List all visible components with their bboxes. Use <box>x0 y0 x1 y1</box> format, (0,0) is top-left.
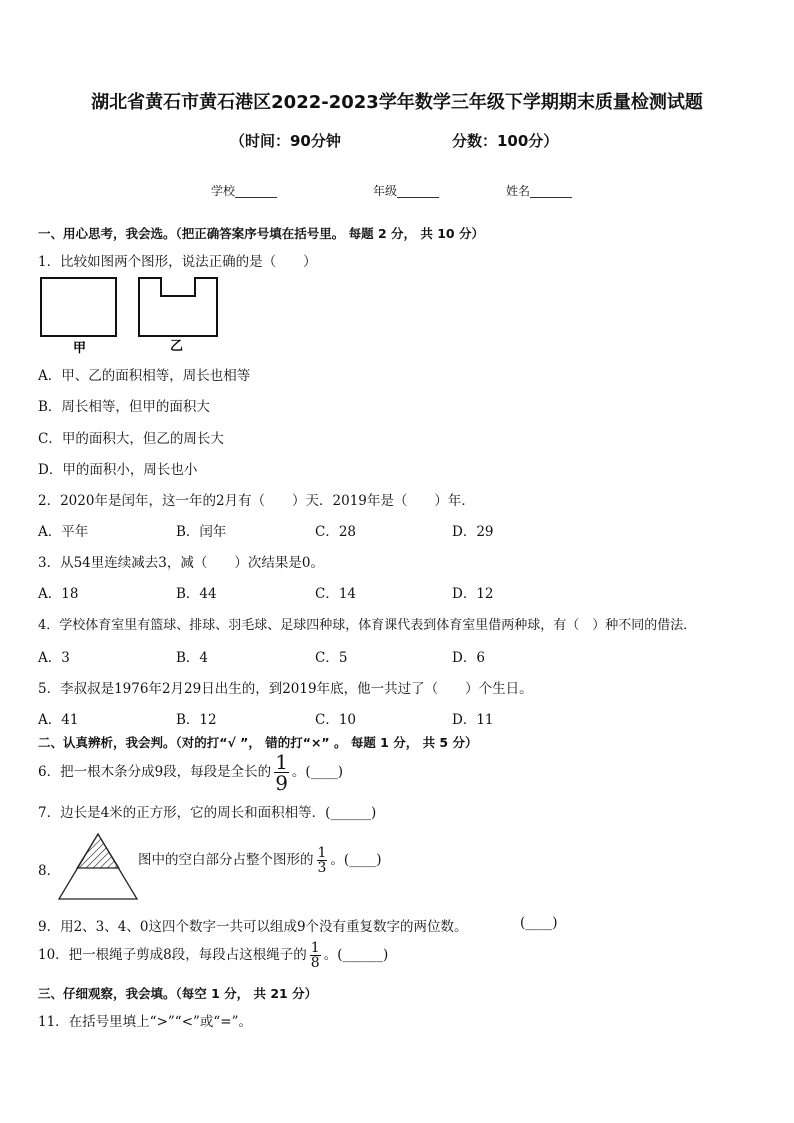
q8-denominator: 3 <box>317 860 327 876</box>
q4-option-d: D．6 <box>452 650 485 666</box>
q6-fraction <box>274 752 289 793</box>
question-4: 4．学校体育室里有篮球、排球、羽毛球、足球四种球，体育课代表到体育室里借两种球，有（ ）种不同的借法． <box>38 618 697 633</box>
question-1: 1．比较如图两个图形，说法正确的是（ ） <box>38 254 317 270</box>
school-field: 学校_______ <box>211 184 278 198</box>
q10-blank: 。(______) <box>323 947 389 963</box>
q1-option-a: A．甲、乙的面积相等，周长也相等 <box>38 368 251 384</box>
question-6 <box>38 752 343 793</box>
q8-numerator: 1 <box>317 845 327 861</box>
q8-blank: 。(____) <box>330 852 382 868</box>
section-1-heading: 一、用心思考，我会选。（把正确答案序号填在括号里。 每题 2 分， 共 10 分） <box>38 226 484 241</box>
q6-numerator: 1 <box>275 750 288 774</box>
q2-option-b: B．闰年 <box>176 524 227 540</box>
q1-option-c: C．甲的面积大，但乙的周长大 <box>38 431 224 447</box>
question-8 <box>138 846 381 875</box>
shaded-part <box>77 834 119 868</box>
question-11: 11．在括号里填上“>”“<”或“=”。 <box>38 1014 253 1030</box>
question-10 <box>38 941 388 970</box>
question-9: 9．用2、3、4、0这四个数字一共可以组成9个没有重复数字的两位数。 <box>38 919 468 935</box>
section-2-heading: 二、认真辨析，我会判。（对的打“√ ”， 错的打“×” 。 每题 1 分， 共 5 分） <box>38 735 478 750</box>
q8-text: 图中的空白部分占整个图形的 <box>138 852 314 868</box>
q2-option-c: C．28 <box>315 524 357 540</box>
q4-option-a: A．3 <box>38 650 70 666</box>
page-title: 湖北省黄石市黄石港区2022-2023学年数学三年级下学期期末质量检测试题 <box>91 92 703 113</box>
q10-fraction <box>310 941 321 970</box>
q2-option-d: D．29 <box>452 524 494 540</box>
q10-text: 10．把一根绳子剪成8段，每段占这根绳子的 <box>38 947 307 963</box>
grade-field: 年级_______ <box>373 184 440 198</box>
q1-figures <box>36 274 226 354</box>
q6-text: 6．把一根木条分成9段，每段是全长的 <box>38 764 272 780</box>
q6-blank: 。(____) <box>291 764 343 780</box>
q4-option-b: B．4 <box>176 650 209 666</box>
q9-blank: (____) <box>520 915 558 931</box>
shape-yi <box>139 278 217 336</box>
q10-denominator: 8 <box>310 955 320 971</box>
q4-option-c: C．5 <box>315 650 348 666</box>
q3-option-c: C．14 <box>315 586 357 602</box>
q1-option-d: D．甲的面积小，周长也小 <box>38 462 198 478</box>
question-3: 3．从54里连续减去3，减（ ）次结果是0。 <box>38 555 324 571</box>
label-yi: 乙 <box>170 339 184 354</box>
q2-option-a: A．平年 <box>38 524 89 540</box>
score-label: 分数：100分） <box>452 132 559 150</box>
shape-jia <box>41 278 116 336</box>
question-5: 5．李叔叔是1976年2月29日出生的，到2019年底，他一共过了（ ）个生日。 <box>38 681 533 697</box>
q8-fraction <box>317 846 328 875</box>
q8-number: 8． <box>38 863 61 879</box>
q8-triangle <box>58 832 140 902</box>
time-label: （时间：90分钟 <box>230 132 341 150</box>
q1-option-b: B．周长相等，但甲的面积大 <box>38 399 210 415</box>
q5-option-a: A．41 <box>38 712 79 728</box>
q3-option-d: D．12 <box>452 586 494 602</box>
q5-option-d: D．11 <box>452 712 494 728</box>
q3-option-b: B．44 <box>176 586 217 602</box>
name-field: 姓名_______ <box>506 184 573 198</box>
label-jia: 甲 <box>73 341 87 354</box>
question-7: 7．边长是4米的正方形，它的周长和面积相等．(______) <box>38 805 377 821</box>
q5-option-b: B．12 <box>176 712 217 728</box>
q6-denominator: 9 <box>275 771 288 795</box>
q5-option-c: C．10 <box>315 712 357 728</box>
q3-option-a: A．18 <box>38 586 79 602</box>
question-2: 2．2020年是闰年，这一年的2月有（ ）天．2019年是（ ）年． <box>38 493 475 509</box>
section-3-heading: 三、仔细观察，我会填。（每空 1 分， 共 21 分） <box>38 986 318 1001</box>
q10-numerator: 1 <box>310 940 320 956</box>
